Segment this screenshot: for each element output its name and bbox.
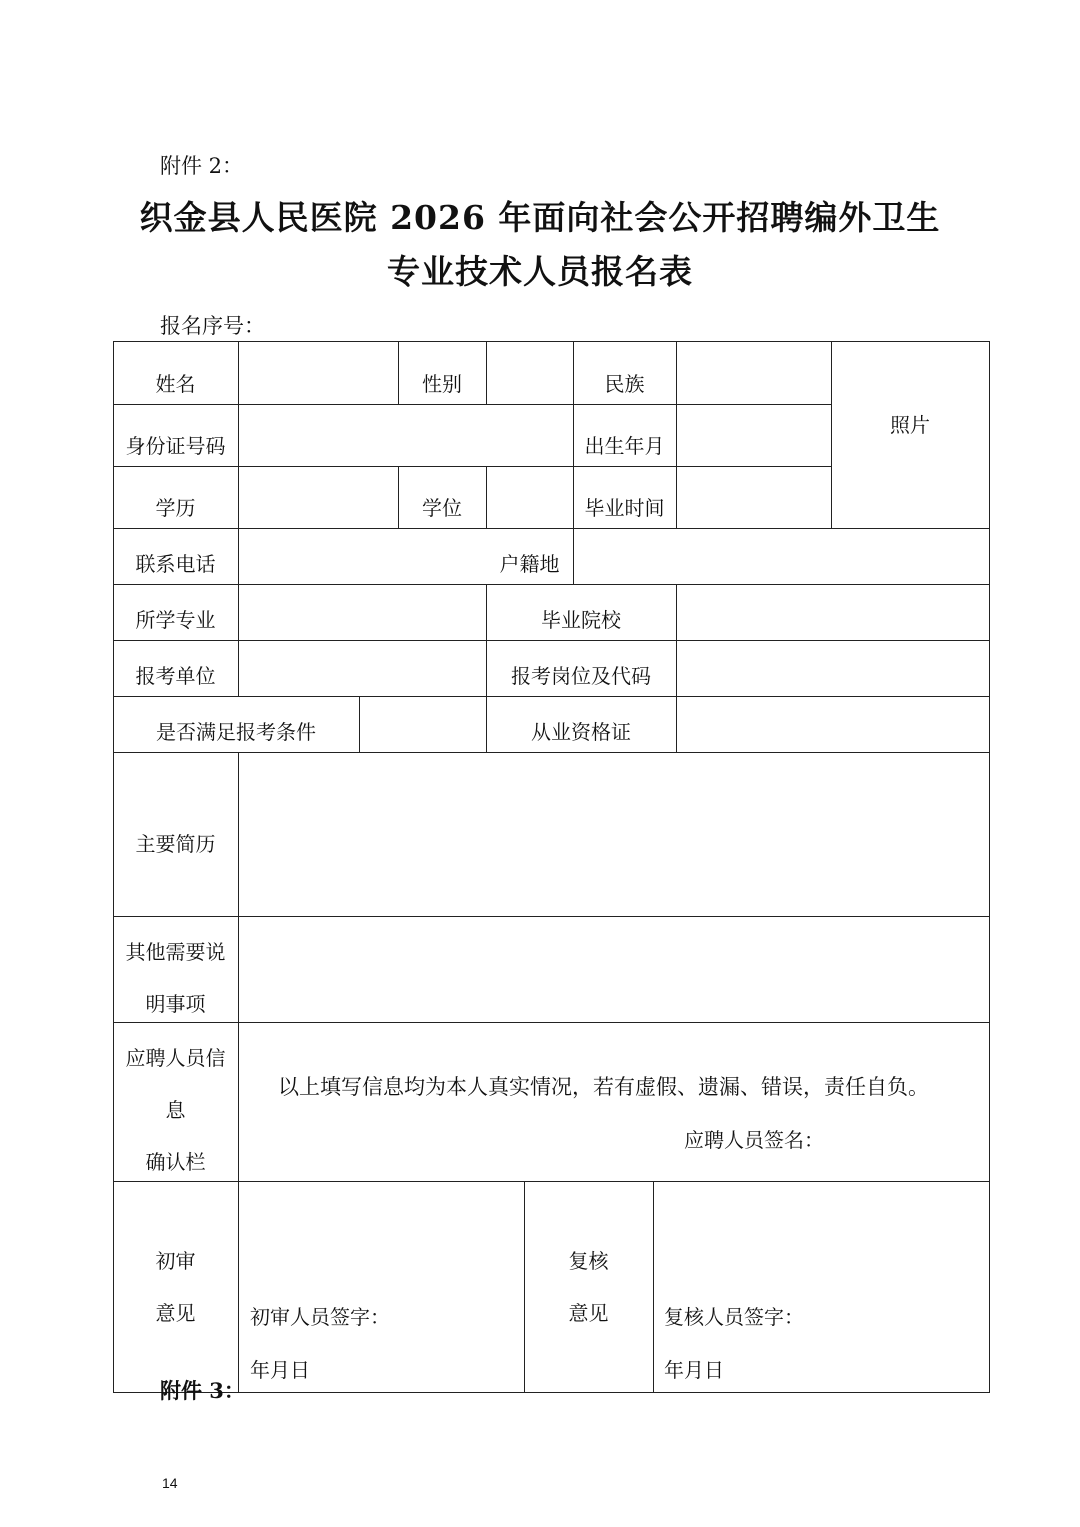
- label-ethnicity: 民族: [604, 372, 645, 396]
- label-initial-review-line-2: 意见: [155, 1301, 196, 1325]
- label-applied-position: 报考岗位及代码: [511, 664, 651, 688]
- recheck-date-label: 年月日: [664, 1358, 724, 1382]
- label-confirmation-line-3: 确认栏: [145, 1150, 206, 1174]
- label-household-registration: 户籍地: [499, 552, 560, 576]
- initial-reviewer-signature-label: 初审人员签字：: [250, 1305, 390, 1329]
- label-birth-date: 出生年月: [584, 434, 665, 458]
- label-confirmation-line-2: 息: [165, 1098, 186, 1122]
- label-gender: 性别: [422, 372, 462, 396]
- label-initial-review: [113, 1235, 238, 1339]
- label-school: 毕业院校: [541, 608, 621, 632]
- initial-review-date-label: 年月日: [250, 1358, 310, 1382]
- serial-number-label: 报名序号：: [160, 314, 265, 338]
- label-confirmation-line-1: 应聘人员信: [125, 1046, 226, 1070]
- form-title-line-1: 织金县人民医院 2026 年面向社会公开招聘编外卫生: [139, 198, 941, 237]
- declaration-text: 以上填写信息均为本人真实情况，若有虚假、遗漏、错误，责任自负。: [278, 1075, 929, 1099]
- label-other-notes: [113, 926, 238, 1030]
- label-other-notes-line-1: 其他需要说: [125, 940, 226, 964]
- label-confirmation: [113, 1032, 238, 1188]
- label-graduation-time: 毕业时间: [584, 496, 665, 520]
- label-meets-conditions: 是否满足报考条件: [156, 720, 316, 744]
- attachment-label: 附件 2：: [160, 154, 244, 178]
- label-other-notes-line-2: 明事项: [145, 992, 206, 1016]
- label-id-number: 身份证号码: [125, 434, 226, 458]
- label-qualification-certificate: 从业资格证: [531, 720, 631, 744]
- label-initial-review-line-1: 初审: [155, 1249, 196, 1273]
- applicant-signature-label: 应聘人员签名：: [684, 1128, 824, 1152]
- label-education: 学历: [155, 496, 196, 520]
- attachment-3-label: 附件 3：: [160, 1378, 245, 1403]
- page-number: 14: [162, 1475, 178, 1491]
- label-recheck: [524, 1235, 653, 1339]
- label-resume: 主要简历: [135, 832, 216, 856]
- label-recheck-line-1: 复核: [568, 1249, 609, 1273]
- label-major: 所学专业: [135, 608, 216, 632]
- rechecker-signature-label: 复核人员签字：: [664, 1305, 804, 1329]
- label-recheck-line-2: 意见: [568, 1301, 609, 1325]
- photo-box: 照片: [890, 412, 930, 437]
- label-degree: 学位: [422, 496, 462, 520]
- label-name: 姓名: [155, 372, 196, 396]
- form-title-line-2: 专业技术人员报名表: [387, 252, 693, 291]
- label-phone: 联系电话: [135, 552, 216, 576]
- label-applied-unit: 报考单位: [135, 664, 216, 688]
